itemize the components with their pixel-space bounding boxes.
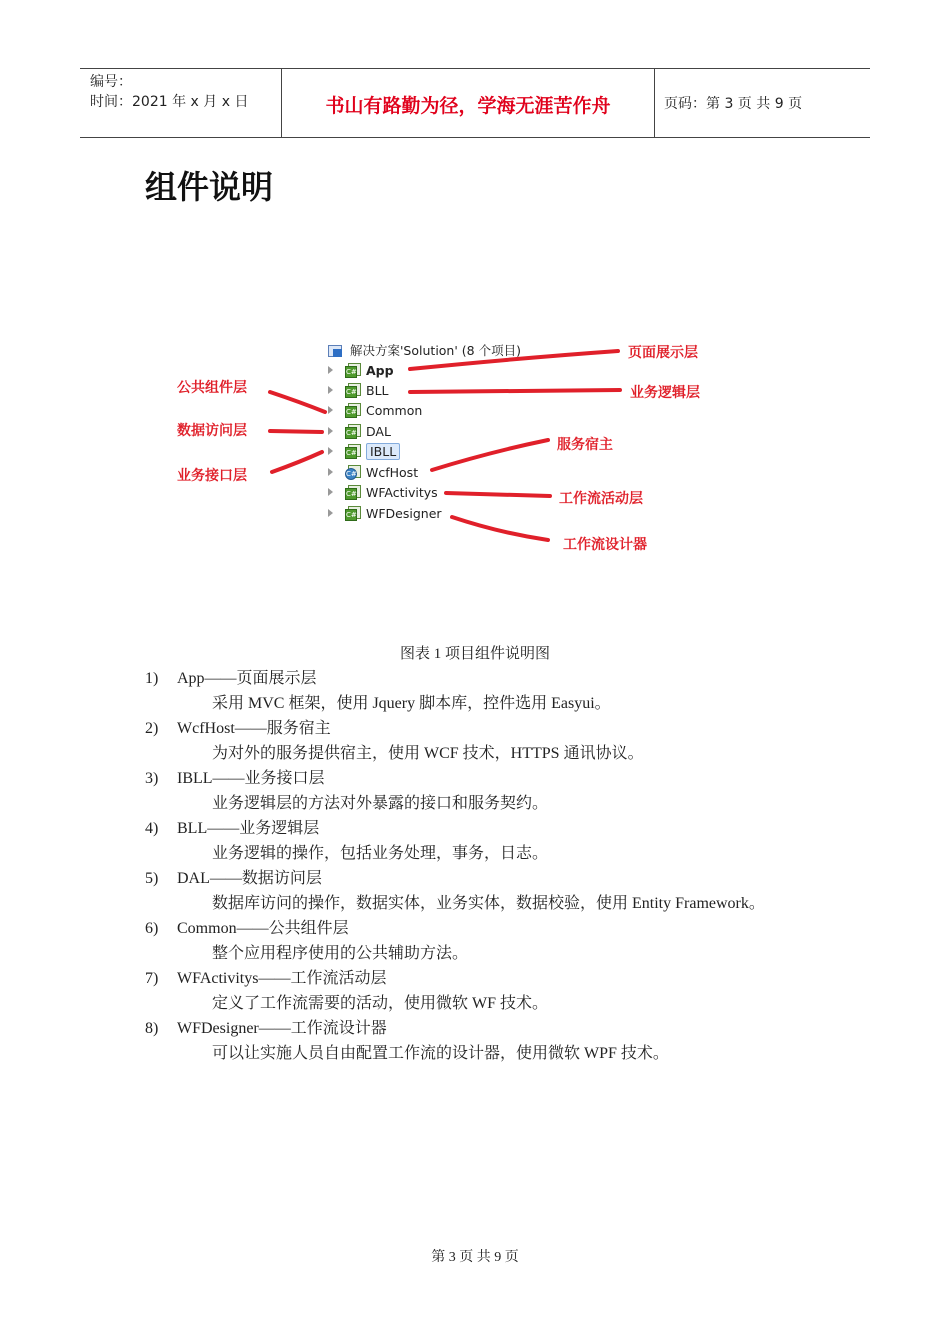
- list-item-desc: 采用 MVC 框架，使用 Jquery 脚本库，控件选用 Easyui。: [212, 695, 611, 712]
- motto-text: 书山有路勤为径，学海无涯苦作舟: [325, 95, 611, 117]
- list-item: 7) WFActivitys——工作流活动层: [145, 970, 387, 987]
- figure-caption: 图表 1 项目组件说明图: [399, 646, 550, 662]
- list-item-desc: 定义了工作流需要的活动，使用微软 WF 技术。: [212, 995, 549, 1012]
- csharp-project-icon: C#: [345, 506, 360, 520]
- solution-node[interactable]: [328, 340, 521, 360]
- project-node-bll[interactable]: [328, 380, 389, 400]
- annotation-arrows: [0, 0, 950, 600]
- page-info: 页码：第 3 页 共 9 页: [664, 96, 803, 112]
- list-item: 5) DAL——数据访问层: [145, 870, 322, 887]
- page-footer: 第 3 页 共 9 页: [431, 1250, 519, 1265]
- project-label: Common: [366, 402, 423, 418]
- expand-arrow-icon[interactable]: [328, 386, 333, 394]
- number-label: 编号：: [90, 74, 132, 90]
- list-item: 1) App——页面展示层: [145, 670, 317, 687]
- list-item: 2) WcfHost——服务宿主: [145, 720, 331, 737]
- csharp-project-icon: C#: [345, 485, 360, 499]
- list-item-desc: 为对外的服务提供宿主，使用 WCF 技术，HTTPS 通讯协议。: [212, 745, 644, 762]
- annotation-service-host: 服务宿主: [557, 437, 613, 453]
- list-item: 6) Common——公共组件层: [145, 920, 349, 937]
- project-node-app[interactable]: [328, 360, 394, 380]
- expand-arrow-icon[interactable]: [328, 366, 333, 374]
- solution-label: 解决方案'Solution' (8 个项目): [350, 343, 521, 358]
- annotation-business-interface: 业务接口层: [177, 468, 247, 484]
- project-label: WFActivitys: [366, 484, 438, 500]
- annotation-public-component: 公共组件层: [177, 380, 247, 396]
- csharp-project-icon: C#: [345, 444, 360, 458]
- list-item: 8) WFDesigner——工作流设计器: [145, 1020, 387, 1037]
- arrow-wcfhost: [432, 440, 548, 470]
- page-title: 组件说明: [145, 168, 274, 206]
- list-item-desc: 业务逻辑的操作，包括业务处理，事务，日志。: [212, 845, 549, 862]
- expand-arrow-icon[interactable]: [328, 509, 333, 517]
- csharp-project-icon: C#: [345, 363, 360, 377]
- annotation-page-layer: 页面展示层: [628, 345, 698, 361]
- project-node-wfactivitys[interactable]: [328, 482, 438, 502]
- time-label: 时间：2021 年 x 月 x 日: [90, 94, 249, 110]
- expand-arrow-icon[interactable]: [328, 427, 333, 435]
- expand-arrow-icon[interactable]: [328, 468, 333, 476]
- csharp-project-icon: C#: [345, 383, 360, 397]
- arrow-dal: [270, 431, 322, 432]
- project-label-selected: IBLL: [366, 443, 400, 460]
- project-label: DAL: [366, 423, 391, 439]
- project-label: App: [366, 362, 394, 378]
- list-item-desc: 整个应用程序使用的公共辅助方法。: [212, 945, 469, 962]
- expand-arrow-icon[interactable]: [328, 488, 333, 496]
- solution-icon: [328, 343, 344, 357]
- annotation-workflow-activity: 工作流活动层: [559, 491, 643, 507]
- component-list: [145, 666, 845, 1066]
- project-node-ibll[interactable]: [328, 441, 400, 461]
- web-project-icon: C#: [345, 465, 360, 479]
- project-node-dal[interactable]: [328, 421, 391, 441]
- project-node-wcfhost[interactable]: [328, 462, 418, 482]
- project-node-wfdesigner[interactable]: [328, 503, 442, 523]
- list-item-desc: 数据库访问的操作，数据实体，业务实体，数据校验，使用 Entity Framework。: [212, 895, 765, 912]
- arrow-common: [270, 392, 325, 412]
- arrow-wfdesigner: [452, 517, 548, 540]
- list-item-desc: 业务逻辑层的方法对外暴露的接口和服务契约。: [212, 795, 549, 812]
- project-label: WFDesigner: [366, 505, 442, 521]
- arrow-ibll: [272, 452, 322, 472]
- csharp-project-icon: C#: [345, 424, 360, 438]
- project-label: BLL: [366, 382, 389, 398]
- annotation-business-logic: 业务逻辑层: [630, 385, 700, 401]
- csharp-project-icon: C#: [345, 403, 360, 417]
- expand-arrow-icon[interactable]: [328, 406, 333, 414]
- project-label: WcfHost: [366, 464, 419, 480]
- list-item: 3) IBLL——业务接口层: [145, 770, 325, 787]
- project-node-common[interactable]: [328, 400, 422, 420]
- list-item-desc: 可以让实施人员自由配置工作流的设计器，使用微软 WPF 技术。: [212, 1045, 669, 1062]
- annotation-data-access: 数据访问层: [177, 423, 247, 439]
- arrow-wfactivitys: [446, 493, 550, 496]
- list-item: 4) BLL——业务逻辑层: [145, 820, 320, 837]
- arrow-bll: [410, 390, 620, 392]
- expand-arrow-icon[interactable]: [328, 447, 333, 455]
- annotation-workflow-designer: 工作流设计器: [563, 537, 647, 553]
